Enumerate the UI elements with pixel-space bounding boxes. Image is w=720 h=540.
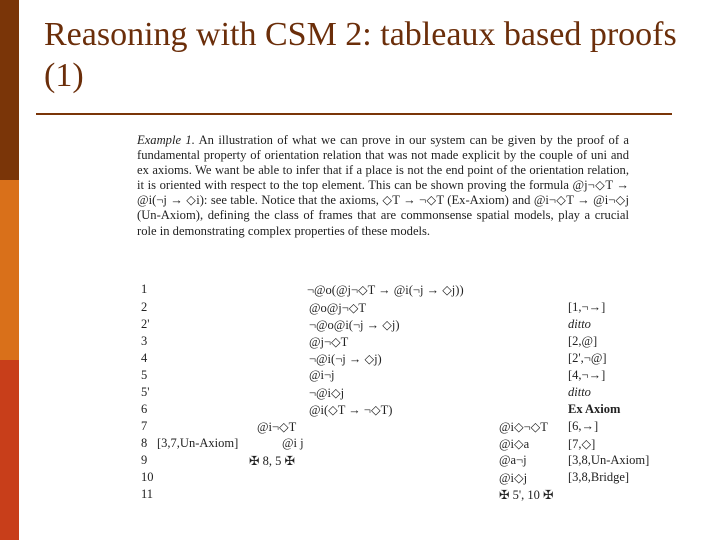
row-justification: [3,8,Un-Axiom]: [568, 453, 650, 467]
row-formula: ¬@i◇j: [309, 386, 345, 400]
row-justification: [7,◇]: [568, 437, 596, 451]
accent-bar-orange: [0, 180, 19, 360]
row-justification: [2',¬@]: [568, 351, 607, 365]
row-number: 11: [141, 487, 154, 501]
example-label: Example 1.: [137, 133, 195, 147]
left-branch-formula: @i¬◇T: [257, 420, 297, 434]
right-branch-formula: @i◇j: [499, 471, 528, 485]
row-justification: ditto: [568, 385, 591, 399]
row-justification: [4,¬→]: [568, 368, 606, 382]
row-formula: @j¬◇T: [309, 335, 349, 349]
row-number: 5': [141, 385, 150, 399]
accent-bar-red: [0, 360, 19, 540]
row-number: 4: [141, 351, 148, 365]
row-number: 3: [141, 334, 148, 348]
row-number: 5: [141, 368, 148, 382]
row-justification: Ex Axiom: [568, 402, 621, 416]
row-number: 6: [141, 402, 148, 416]
left-branch-justification: [3,7,Un-Axiom]: [157, 436, 239, 450]
row-formula: @i¬j: [309, 368, 335, 382]
row-number: 2: [141, 300, 148, 314]
row-number: 8: [141, 436, 148, 450]
row-justification: ditto: [568, 317, 591, 331]
proof-table: [137, 282, 650, 502]
slide-title: Reasoning with CSM 2: tableaux based proofs (1): [44, 16, 677, 94]
row-number: 2': [141, 317, 150, 331]
row-justification: [3,8,Bridge]: [568, 470, 630, 484]
example-paragraph: [137, 133, 629, 239]
row-number: 10: [141, 470, 154, 484]
row-justification: [6,→]: [568, 419, 599, 433]
right-branch-formula: @a¬j: [499, 453, 527, 467]
branch-closure: ✠ 5', 10 ✠: [499, 488, 554, 502]
left-branch-formula: @i j: [282, 436, 304, 450]
row-formula: ¬@i(¬j → ◇j): [309, 352, 382, 366]
row-formula: ¬@o@i(¬j → ◇j): [309, 318, 400, 332]
row-number: 1: [141, 282, 148, 296]
row-formula: @o@j¬◇T: [309, 301, 367, 315]
row-justification: [1,¬→]: [568, 300, 606, 314]
row-formula: @i(◇T → ¬◇T): [309, 403, 393, 417]
right-branch-formula: @i◇¬◇T: [499, 420, 548, 434]
row-formula: ¬@o(@j¬◇T → @i(¬j → ◇j)): [307, 283, 464, 297]
row-number: 7: [141, 419, 148, 433]
row-number: 9: [141, 453, 148, 467]
branch-closure: ✠ 8, 5 ✠: [249, 454, 295, 468]
example-text: An illustration of what we can prove in our system can be given by the proof of a fundamental property of orientation relation that was not made explicit by the couple of uni and ex axioms. We want be able to infer that if a place is not the end point of the orientation relation, it is oriented with respect to the top element. This can be shown proving the formula @j¬◇T → @i(¬j → ◇i): see table. Notice that the axioms, ◇T → ¬◇T (Ex-Axiom) and @i¬◇T → @i¬◇j (Un-Axiom), defining the class of frames that are commonsense spatial models, play a crucial role in demonstrating complex properties of these models.: [137, 133, 629, 238]
row-justification: [2,@]: [568, 334, 598, 348]
right-branch-formula: @i◇a: [499, 437, 530, 451]
title-divider: [36, 113, 672, 115]
